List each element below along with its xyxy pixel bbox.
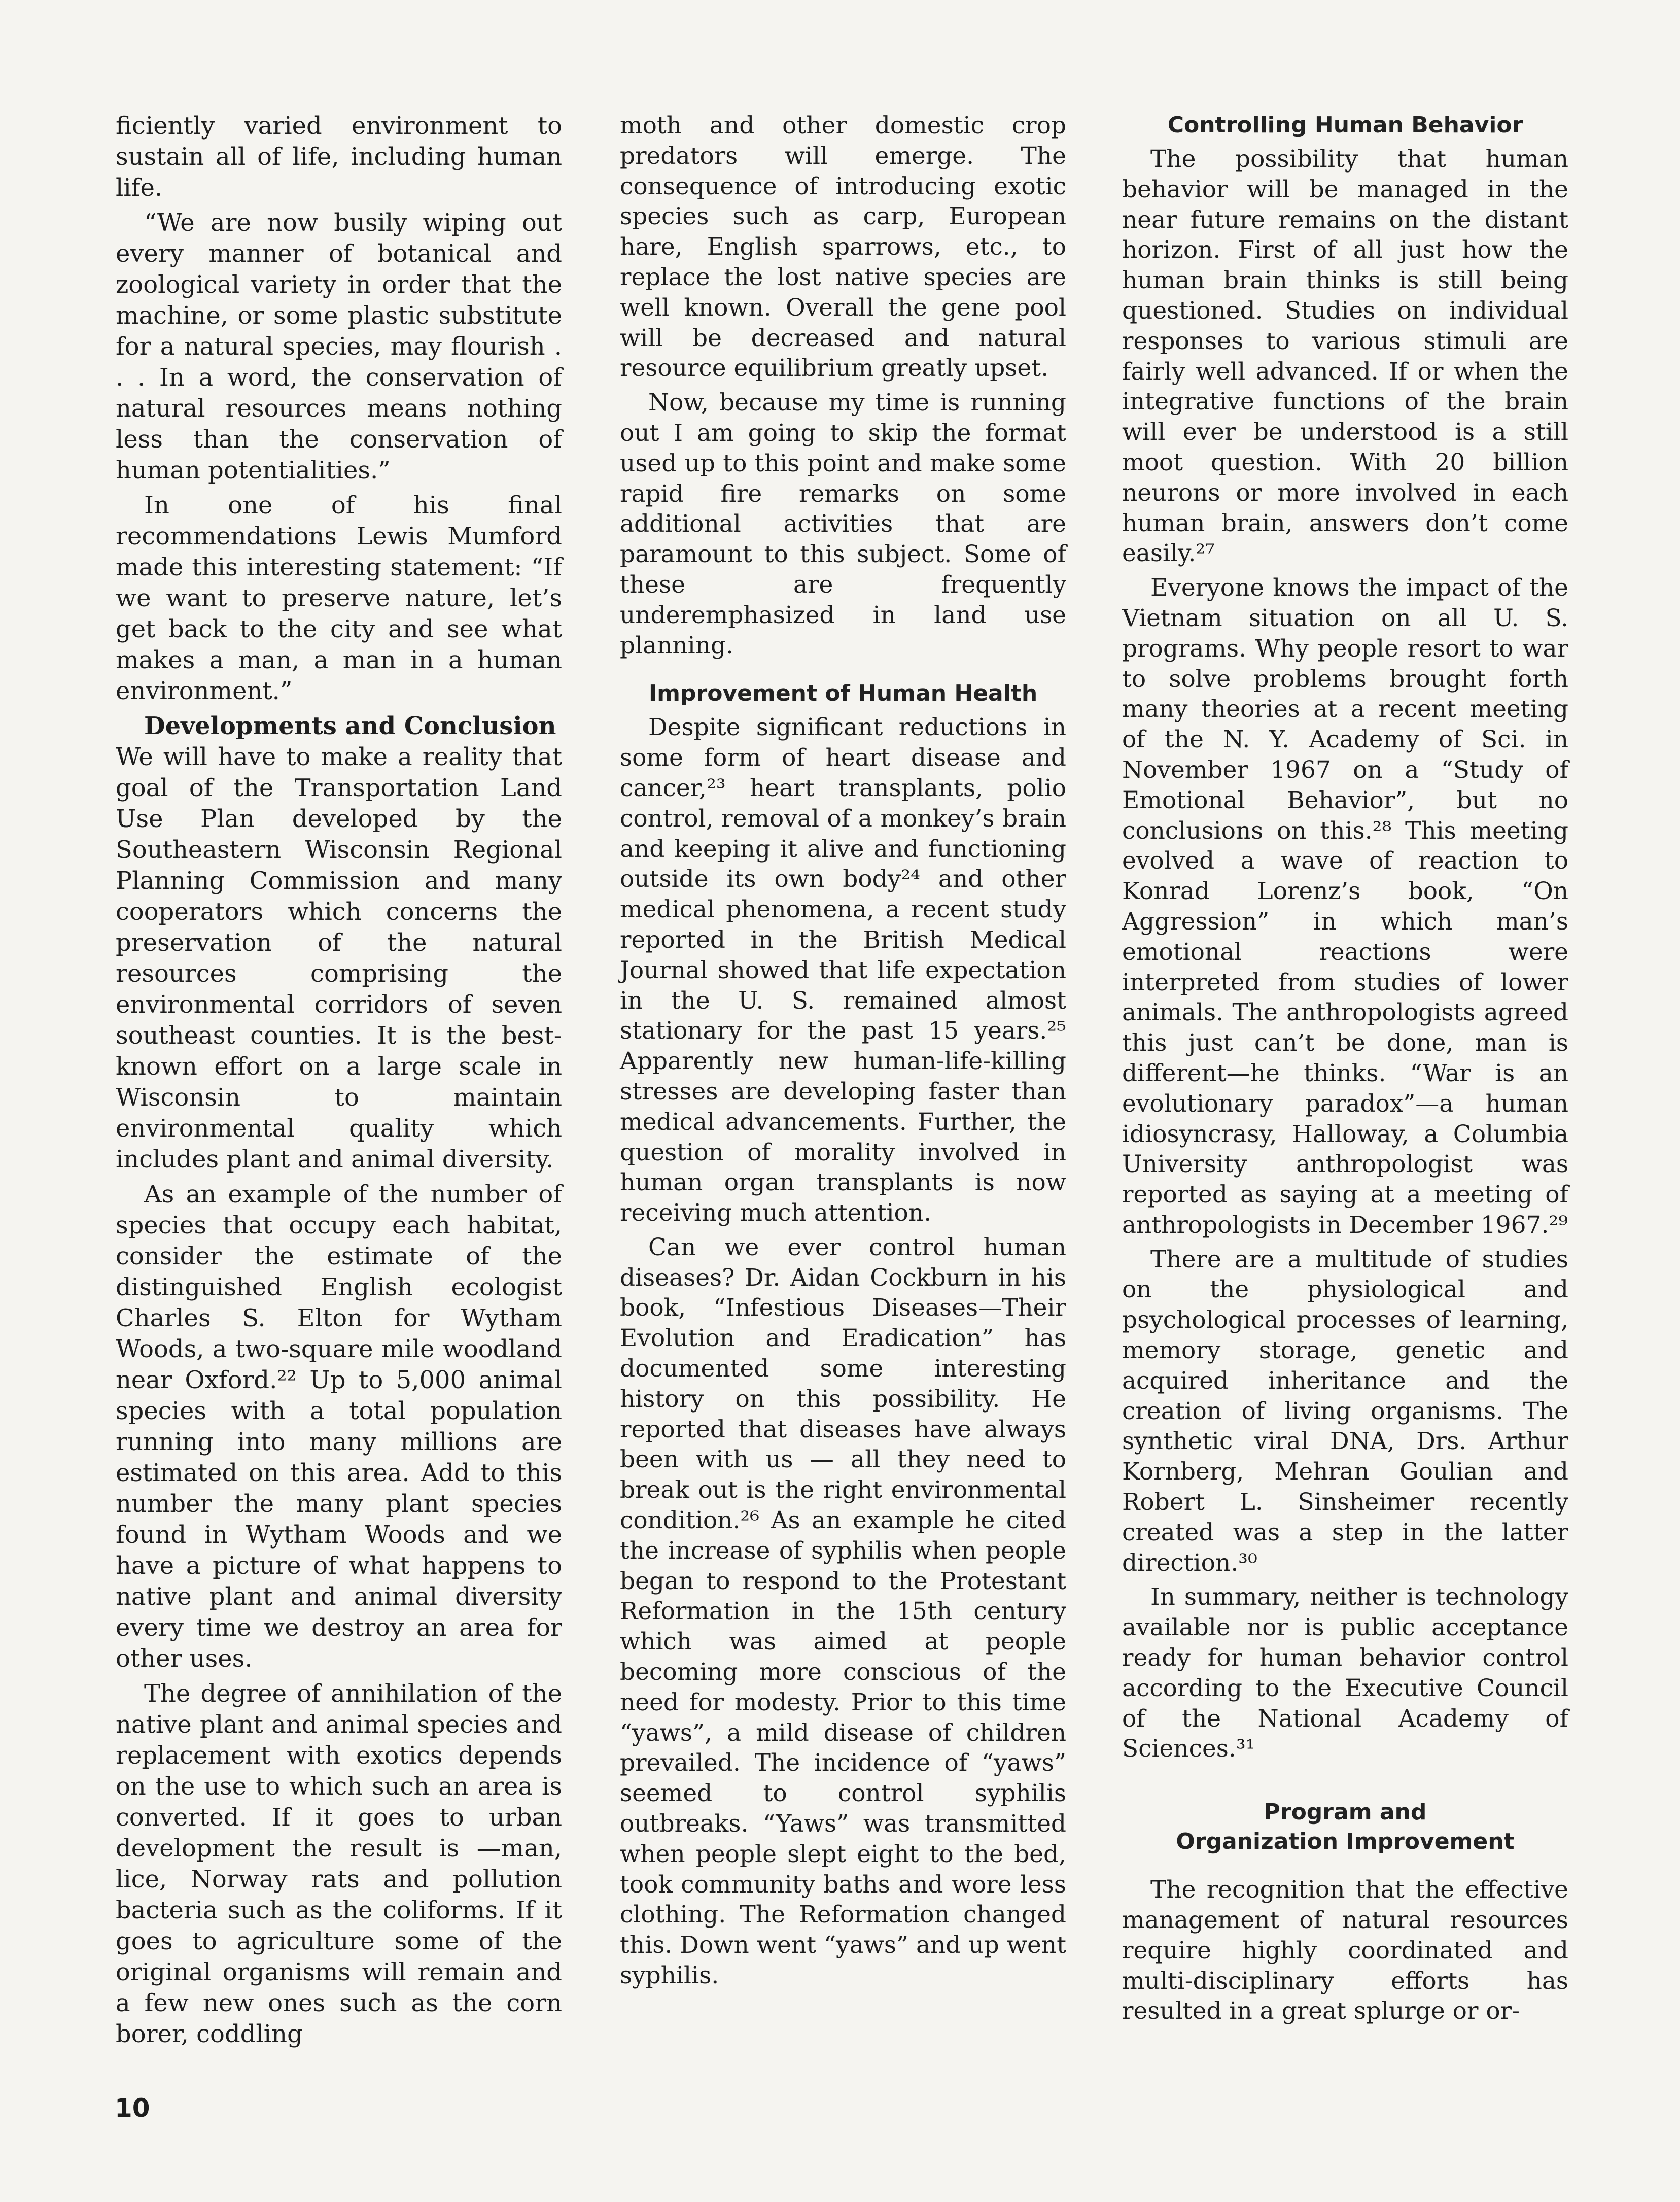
paragraph: In summary, neither is technology available nor is public acceptance ready for human behavior control according to the Executive Council of the National Academy of Sciences.³¹: [1122, 1583, 1568, 1763]
section-heading: Developments and Conclusion: [144, 712, 556, 740]
section-heading: Controlling Human Behavior: [1167, 112, 1523, 138]
paragraph: Despite significant reductions in some form of heart disease and cancer,²³ heart transplants, polio control, removal of a monkey’s brain and keeping it alive and functioning outside its own body²⁴ and other medical phenomena, a recent study reported in the British Medical Journal showed that life expectation in the U. S. remained almost stationary for the past 15 years.²⁵ Apparently new human-life-killing stresses are developing faster than medical advancements. Further, the question of morality involved in human organ transplants is now receiving much attention.: [620, 713, 1066, 1227]
paragraph: ficiently varied environment to sustain all of life, including human life.: [116, 112, 562, 202]
column-right: [1122, 111, 1568, 2031]
section-heading: Improvement of Human Health: [648, 680, 1038, 707]
column-middle: [620, 111, 1066, 1995]
paragraph: In one of his final recommendations Lewis Mumford made this interesting statement: “If we want to preserve nature, let’s get back to the city and see what makes a man, a man in a human environment.”: [116, 491, 562, 705]
page-number: 10: [115, 2093, 150, 2123]
paragraph: As an example of the number of species that occupy each habitat, consider the estimate of the distinguished English ecologist Charles S. Elton for Wytham Woods, a two-square mile woodland near Oxford.²² Up to 5,000 animal species with a total population running into many millions are estimated on this area. Add to this number the many plant species found in Wytham Woods and we have a picture of what happens to native plant and animal diversity every time we destroy an area for other uses.: [116, 1180, 562, 1673]
paragraph: “We are now busily wiping out every manner of botanical and zoological variety in order that the machine, or some plastic substitute for a natural species, may flourish . . . In a word, the conservation of natural resources means nothing less than the conservation of human potentialities.”: [116, 209, 562, 485]
section-heading-line-1: Program and: [1264, 1799, 1427, 1826]
paragraph: The possibility that human behavior will be managed in the near future remains on the distant horizon. First of all just how the human brain thinks is still being questioned. Studies on individual responses to various stimuli are fairly well advanced. If or when the integrative functions of the brain will ever be understood is a still moot question. With 20 billion neurons or more involved in each human brain, answers don’t come easily.²⁷: [1122, 145, 1568, 568]
paragraph: Everyone knows the impact of the Vietnam situation on all U. S. programs. Why people resort to war to solve problems brought forth many theories at a recent meeting of the N. Y. Academy of Sci. in November 1967 on a “Study of Emotional Behavior”, but no conclusions on this.²⁸ This meeting evolved a wave of reaction to Konrad Lorenz’s book, “On Aggression” in which man’s emotional reactions were interpreted from studies of lower animals. The anthropologists agreed this just can’t be done, man is different—he thinks. “War is an evolutionary paradox”—a human idiosyncrasy, Halloway, a Columbia University anthropologist was reported as saying at a meeting of anthropologists in December 1967.²⁹: [1122, 574, 1568, 1239]
section-heading-line-2: Organization Improvement: [1176, 1829, 1515, 1855]
paragraph: The recognition that the effective management of natural resources require highly coordinated and multi-disciplinary efforts has resulted in a great splurge or or-: [1122, 1876, 1568, 2025]
paragraph: moth and other domestic crop predators will emerge. The consequence of introducing exotic species such as carp, European hare, English sparrows, etc., to replace the lost native species are well known. Overall the gene pool will be decreased and natural resource equilibrium greatly upset.: [620, 112, 1066, 383]
paragraph: There are a multitude of studies on the physiological and psychological processes of learning, memory storage, genetic and acquired inheritance and the creation of living organisms. The synthetic viral DNA, Drs. Arthur Kornberg, Mehran Goulian and Robert L. Sinsheimer recently created was a step in the latter direction.³⁰: [1122, 1245, 1568, 1577]
paragraph: Can we ever control human diseases? Dr. Aidan Cockburn in his book, “Infestious Diseases—Their Evolution and Eradication” has documented some interesting history on this possibility. He reported that diseases have always been with us — all they need to break out is the right environmental condition.²⁶ As an example he cited the increase of syphilis when people began to respond to the Protestant Reformation in the 15th century which was aimed at people becoming more conscious of the need for modesty. Prior to this time “yaws”, a mild disease of children prevailed. The incidence of “yaws” seemed to control syphilis outbreaks. “Yaws” was transmitted when people slept eight to the bed, took community baths and wore less clothing. The Reformation changed this. Down went “yaws” and up went syphilis.: [620, 1233, 1066, 1990]
paragraph: We will have to make a reality that goal of the Transportation Land Use Plan developed by the Southeastern Wisconsin Regional Planning Commission and many cooperators which concerns the preservation of the natural resources comprising the environmental corridors of seven southeast counties. It is the best-known effort on a large scale in Wisconsin to maintain environmental quality which includes plant and animal diversity.: [116, 743, 562, 1174]
column-left: [116, 111, 562, 2054]
paragraph: Now, because my time is running out I am going to skip the format used up to this point and make some rapid fire remarks on some additional activities that are paramount to this subject. Some of these are frequently underemphasized in land use planning.: [620, 389, 1066, 660]
paragraph: The degree of annihilation of the native plant and animal species and replacement with exotics depends on the use to which such an area is converted. If it goes to urban development the result is —man, lice, Norway rats and pollution bacteria such as the coliforms. If it goes to agriculture some of the original organisms will remain and a few new ones such as the corn borer, coddling: [116, 1679, 562, 2048]
